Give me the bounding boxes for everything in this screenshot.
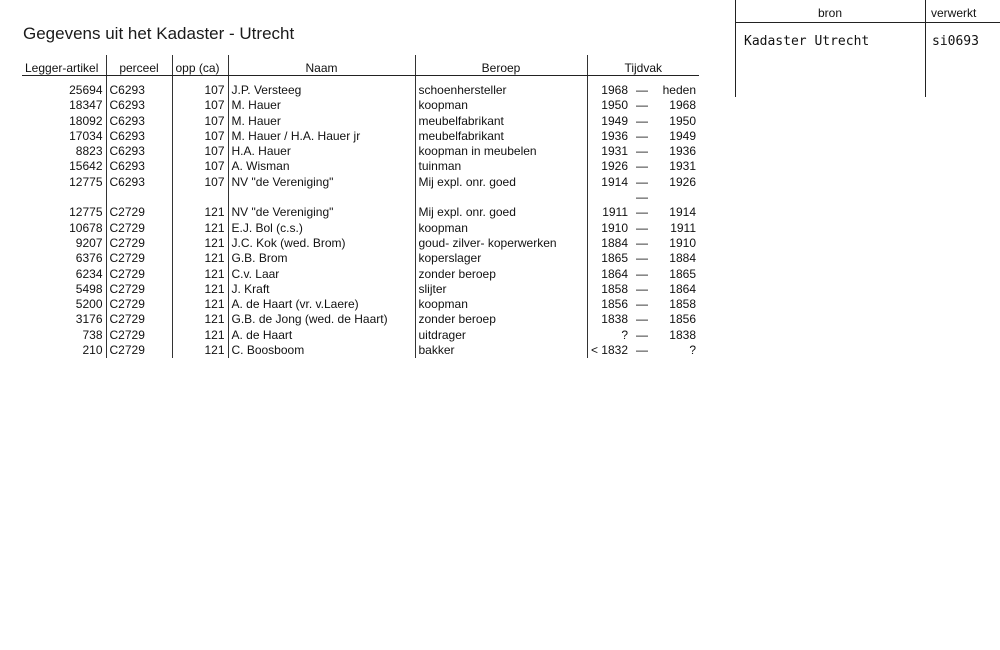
cell-tijdvak-tot: 1910 [669, 235, 696, 250]
cell-tijdvak-dash: — [636, 220, 648, 235]
cell-beroep: slijter [415, 282, 587, 297]
cell-tijdvak-tot: ? [689, 343, 696, 358]
cell-tijdvak-van: 1936 [601, 128, 628, 143]
cell-naam: H.A. Hauer [228, 144, 415, 159]
table-row [22, 98, 699, 113]
cell-perceel: C6293 [106, 114, 172, 129]
col-header-opp: opp (ca) [172, 55, 228, 76]
table-row [22, 76, 699, 99]
cell-legger: 10678 [22, 221, 106, 236]
cell-tijdvak-tot: heden [662, 83, 696, 97]
cell-perceel: C2729 [106, 236, 172, 251]
table-header-row [22, 55, 699, 76]
cell-tijdvak-van: 1864 [601, 266, 628, 281]
cell-tijdvak-dash: — [636, 266, 648, 281]
cell-tijdvak-tot: 1864 [669, 281, 696, 296]
cell-perceel: C2729 [106, 282, 172, 297]
cell-legger: 738 [22, 328, 106, 343]
cell-naam: G.B. de Jong (wed. de Haart) [228, 312, 415, 327]
cell-tijdvak-dash: — [636, 281, 648, 296]
cell-naam: A. de Haart (vr. v.Laere) [228, 297, 415, 312]
table-row [22, 159, 699, 174]
cell-tijdvak-dash: — [636, 144, 648, 159]
table-row [22, 175, 699, 190]
table-row [22, 129, 699, 144]
source-box-header-rule [735, 22, 1000, 23]
cell-tijdvak-van: 1914 [601, 174, 628, 189]
cell-legger: 12775 [22, 205, 106, 220]
cell-tijdvak-van: < 1832 [590, 343, 628, 358]
cell-legger: 12775 [22, 175, 106, 190]
table-row [22, 312, 699, 327]
cell-perceel: C2729 [106, 297, 172, 312]
cell-opp [172, 190, 228, 205]
cell-tijdvak-van [587, 190, 631, 205]
cell-beroep: koperslager [415, 251, 587, 266]
page-title: Gegevens uit het Kadaster - Utrecht [23, 24, 295, 43]
cell-tijdvak-tot: 1914 [669, 205, 696, 220]
bron-label: bron [817, 6, 843, 20]
cell-opp: 107 [172, 175, 228, 190]
cell-legger: 18347 [22, 98, 106, 113]
cell-tijdvak-dash: — [636, 327, 648, 342]
table-row [22, 267, 699, 282]
cell-opp: 107 [172, 129, 228, 144]
cell-perceel: C2729 [106, 221, 172, 236]
cell-naam: C.v. Laar [228, 267, 415, 282]
cell-opp: 121 [172, 297, 228, 312]
cell-tijdvak-tot: 1968 [669, 98, 696, 113]
cell-tijdvak-tot: 1931 [669, 159, 696, 174]
col-header-legger: Legger-artikel [22, 55, 106, 76]
cell-tijdvak-van: 1968 [601, 83, 628, 97]
cell-opp: 121 [172, 343, 228, 358]
cell-tijdvak-dash: — [636, 113, 648, 128]
cell-naam: J. Kraft [228, 282, 415, 297]
table-row [22, 297, 699, 312]
cell-perceel: C6293 [106, 175, 172, 190]
cell-tijdvak-dash: — [636, 312, 648, 327]
cell-opp: 107 [172, 98, 228, 113]
cell-naam: A. Wisman [228, 159, 415, 174]
table-row [22, 221, 699, 236]
cell-tijdvak-tot: 1856 [669, 312, 696, 327]
cell-legger: 210 [22, 343, 106, 358]
source-box [735, 0, 1000, 97]
cell-perceel: C6293 [106, 98, 172, 113]
cell-tijdvak-dash: — [636, 98, 648, 113]
cell-tijdvak-tot: 1936 [669, 144, 696, 159]
cell-beroep [415, 190, 587, 205]
cell-perceel: C6293 [106, 76, 172, 99]
cell-naam: J.C. Kok (wed. Brom) [228, 236, 415, 251]
cell-legger [22, 190, 106, 205]
cell-beroep: bakker [415, 343, 587, 358]
cell-legger: 9207 [22, 236, 106, 251]
table-row [22, 205, 699, 220]
cell-opp: 121 [172, 251, 228, 266]
table-row [22, 236, 699, 251]
cell-tijdvak-van: 1950 [601, 98, 628, 113]
cell-beroep: goud- zilver- koperwerken [415, 236, 587, 251]
table-row [22, 190, 699, 205]
verwerkt-value: si0693 [932, 34, 979, 49]
col-header-naam: Naam [228, 55, 415, 76]
cell-legger: 17034 [22, 129, 106, 144]
cell-beroep: koopman [415, 297, 587, 312]
cell-tijdvak-dash: — [636, 251, 648, 266]
cell-beroep: Mij expl. onr. goed [415, 175, 587, 190]
cell-opp: 121 [172, 328, 228, 343]
cell-beroep: uitdrager [415, 328, 587, 343]
cell-naam: A. de Haart [228, 328, 415, 343]
cell-perceel: C2729 [106, 251, 172, 266]
cell-naam: J.P. Versteeg [228, 76, 415, 99]
source-box-divider [925, 0, 926, 97]
cell-legger: 3176 [22, 312, 106, 327]
cell-beroep: meubelfabrikant [415, 129, 587, 144]
cell-tijdvak-dash: — [636, 128, 648, 143]
cell-tijdvak-van: 1910 [601, 220, 628, 235]
cell-beroep: zonder beroep [415, 267, 587, 282]
cell-opp: 121 [172, 267, 228, 282]
cell-naam: C. Boosboom [228, 343, 415, 358]
cell-beroep: schoenhersteller [415, 76, 587, 99]
cell-beroep: Mij expl. onr. goed [415, 205, 587, 220]
cell-naam: NV "de Vereniging" [228, 205, 415, 220]
cell-tijdvak-van: 1911 [602, 205, 628, 220]
cell-perceel: C6293 [106, 129, 172, 144]
cell-beroep: tuinman [415, 159, 587, 174]
cell-tijdvak-tot: 1838 [669, 327, 696, 342]
cell-legger: 6376 [22, 251, 106, 266]
cell-perceel: C2729 [106, 312, 172, 327]
cell-legger: 15642 [22, 159, 106, 174]
cell-naam: M. Hauer / H.A. Hauer jr [228, 129, 415, 144]
cell-perceel [106, 190, 172, 205]
cell-legger: 5498 [22, 282, 106, 297]
cell-tijdvak-dash: — [636, 235, 648, 250]
cell-beroep: zonder beroep [415, 312, 587, 327]
col-header-perceel: perceel [106, 55, 172, 76]
cell-beroep: meubelfabrikant [415, 114, 587, 129]
cell-opp: 107 [172, 76, 228, 99]
cell-tijdvak-tot: 1950 [669, 113, 696, 128]
cell-tijdvak-dash: — [636, 190, 648, 205]
cell-perceel: C2729 [106, 328, 172, 343]
cell-opp: 121 [172, 236, 228, 251]
bron-value: Kadaster Utrecht [744, 34, 870, 49]
cell-tijdvak-tot [653, 190, 699, 205]
cell-opp: 121 [172, 312, 228, 327]
col-header-tijdvak: Tijdvak [587, 55, 699, 76]
table-row [22, 328, 699, 343]
cell-tijdvak-dash: — [636, 343, 648, 358]
cell-tijdvak-van: 1865 [601, 251, 628, 266]
cell-naam: M. Hauer [228, 114, 415, 129]
cell-naam: NV "de Vereniging" [228, 175, 415, 190]
cell-legger: 25694 [22, 76, 106, 99]
cell-opp: 121 [172, 221, 228, 236]
cell-naam: G.B. Brom [228, 251, 415, 266]
cell-legger: 18092 [22, 114, 106, 129]
cell-legger: 8823 [22, 144, 106, 159]
table-row [22, 282, 699, 297]
table-body [22, 76, 699, 359]
cell-tijdvak-tot: 1911 [670, 220, 696, 235]
cell-naam: M. Hauer [228, 98, 415, 113]
cell-perceel: C2729 [106, 267, 172, 282]
cell-opp: 121 [172, 282, 228, 297]
cell-tijdvak-van: 1858 [601, 281, 628, 296]
cell-beroep: koopman in meubelen [415, 144, 587, 159]
cell-tijdvak-van: 1926 [601, 159, 628, 174]
cell-naam: E.J. Bol (c.s.) [228, 221, 415, 236]
cell-tijdvak-tot: 1884 [669, 251, 696, 266]
cell-tijdvak-tot: 1926 [669, 174, 696, 189]
cell-perceel: C2729 [106, 343, 172, 358]
table-row [22, 114, 699, 129]
cell-perceel: C6293 [106, 144, 172, 159]
cell-tijdvak-tot: 1865 [669, 266, 696, 281]
cell-tijdvak-dash: — [636, 174, 648, 189]
cell-tijdvak-van: 1856 [601, 297, 628, 312]
cell-opp: 121 [172, 205, 228, 220]
cell-tijdvak-tot: 1949 [669, 128, 696, 143]
cell-beroep: koopman [415, 221, 587, 236]
cell-tijdvak-tot: 1858 [669, 297, 696, 312]
cell-tijdvak-dash: — [636, 297, 648, 312]
cell-tijdvak-van: 1931 [601, 144, 628, 159]
cell-opp: 107 [172, 159, 228, 174]
cell-tijdvak-van: 1949 [601, 113, 628, 128]
cell-tijdvak-van: 1884 [601, 235, 628, 250]
col-header-beroep: Beroep [415, 55, 587, 76]
cell-opp: 107 [172, 144, 228, 159]
cell-legger: 5200 [22, 297, 106, 312]
cell-opp: 107 [172, 114, 228, 129]
cell-perceel: C6293 [106, 159, 172, 174]
cell-tijdvak-dash: — [636, 205, 648, 220]
cell-tijdvak-dash: — [636, 159, 648, 174]
verwerkt-label: verwerkt [931, 6, 977, 20]
cell-perceel: C2729 [106, 205, 172, 220]
cell-tijdvak-van: 1838 [601, 312, 628, 327]
table-row [22, 144, 699, 159]
cell-naam [228, 190, 415, 205]
cell-tijdvak-van: ? [621, 327, 628, 342]
cell-beroep: koopman [415, 98, 587, 113]
table-row [22, 343, 699, 358]
source-box-left-border [735, 0, 736, 97]
cell-tijdvak-dash: — [636, 83, 648, 97]
kadaster-table [22, 55, 699, 358]
table-row [22, 251, 699, 266]
cell-legger: 6234 [22, 267, 106, 282]
